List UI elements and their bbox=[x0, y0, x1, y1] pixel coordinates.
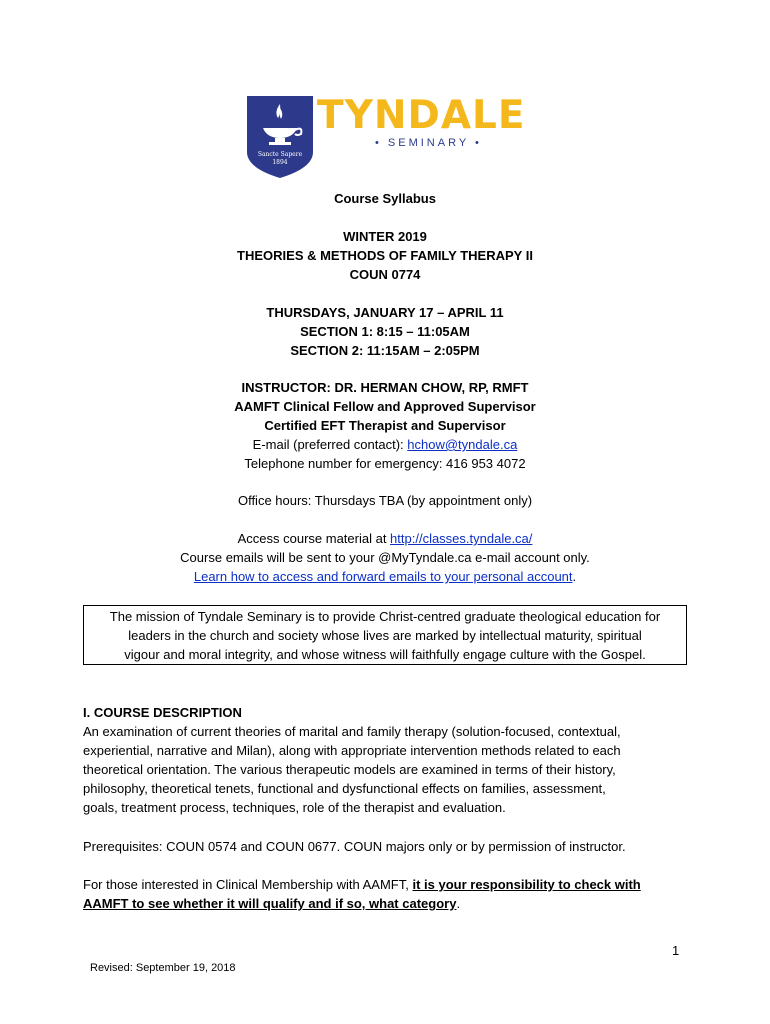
office-hours: Office hours: Thursdays TBA (by appointment only) bbox=[237, 493, 533, 508]
logo-subtitle: • SEMINARY • bbox=[375, 137, 482, 149]
mission-line-1: The mission of Tyndale Seminary is to provide Christ-centred graduate theological education for bbox=[109, 609, 661, 624]
section-1: SECTION 1: 8:15 – 11:05AM bbox=[300, 324, 470, 339]
instructor-email-line bbox=[0, 435, 770, 454]
instructor-credential-1: AAMFT Clinical Fellow and Approved Supervisor bbox=[234, 399, 536, 414]
email-label: E-mail (preferred contact): bbox=[252, 437, 408, 452]
section-2: SECTION 2: 11:15AM – 2:05PM bbox=[290, 343, 480, 358]
course-material-line bbox=[0, 529, 770, 548]
description-line: theoretical orientation. The various therapeutic models are examined in terms of their history, bbox=[83, 762, 616, 777]
revised-date: Revised: September 19, 2018 bbox=[90, 962, 236, 974]
doc-type: Course Syllabus bbox=[334, 191, 436, 206]
shield-motto: Sancte Sapere bbox=[257, 151, 303, 158]
shield-lamp-icon bbox=[245, 94, 315, 180]
description-line: An examination of current theories of marital and family therapy (solution-focused, contextual, bbox=[83, 724, 621, 739]
course-dates: THURSDAYS, JANUARY 17 – APRIL 11 bbox=[266, 305, 504, 320]
aamft-intro: For those interested in Clinical Membership with AAMFT, bbox=[83, 877, 413, 892]
description-line: goals, treatment process, techniques, role of the therapist and evaluation. bbox=[83, 800, 506, 815]
prerequisites: Prerequisites: COUN 0574 and COUN 0677. COUN majors only or by permission of instructor. bbox=[83, 839, 626, 854]
course-description bbox=[83, 703, 693, 817]
term: WINTER 2019 bbox=[343, 229, 427, 244]
description-line: experiential, narrative and Milan), along with appropriate intervention methods related to each bbox=[83, 743, 621, 758]
forward-period: . bbox=[572, 569, 577, 584]
email-link[interactable]: hchow@tyndale.ca bbox=[407, 437, 518, 452]
instructor-name: INSTRUCTOR: DR. HERMAN CHOW, RP, RMFT bbox=[241, 380, 529, 395]
course-code: COUN 0774 bbox=[349, 267, 421, 282]
instructor-phone: Telephone number for emergency: 416 953 4072 bbox=[244, 456, 526, 471]
aamft-responsibility-1: it is your responsibility to check with bbox=[412, 877, 641, 892]
aamft-period: . bbox=[456, 896, 461, 911]
mission-statement-box bbox=[83, 605, 687, 665]
emails-note: Course emails will be sent to your @MyTyndale.ca e-mail account only. bbox=[180, 550, 590, 565]
description-line: philosophy, theoretical tenets, functional and dysfunctional effects on families, assessment, bbox=[83, 781, 606, 796]
tyndale-logo bbox=[245, 93, 526, 184]
section-heading: I. COURSE DESCRIPTION bbox=[83, 705, 242, 720]
forward-emails-line bbox=[0, 567, 770, 586]
forward-emails-link[interactable]: Learn how to access and forward emails to your personal account bbox=[193, 569, 573, 584]
aamft-responsibility-2: AAMFT to see whether it will qualify and if so, what category bbox=[83, 896, 457, 911]
course-title: THEORIES & METHODS OF FAMILY THERAPY II bbox=[237, 248, 533, 263]
shield-year: 1894 bbox=[272, 159, 288, 166]
material-label: Access course material at bbox=[237, 531, 391, 546]
page-number: 1 bbox=[672, 943, 680, 958]
mission-line-3: vigour and moral integrity, and whose witness will faithfully engage culture with the Gospel. bbox=[124, 647, 646, 662]
instructor-credential-2: Certified EFT Therapist and Supervisor bbox=[264, 418, 506, 433]
logo-wordmark: TYNDALE bbox=[317, 93, 526, 138]
aamft-note bbox=[83, 875, 693, 913]
classes-url-link[interactable]: http://classes.tyndale.ca/ bbox=[390, 531, 533, 546]
mission-line-2: leaders in the church and society whose lives are marked by intellectual maturity, spiritual bbox=[128, 628, 642, 643]
